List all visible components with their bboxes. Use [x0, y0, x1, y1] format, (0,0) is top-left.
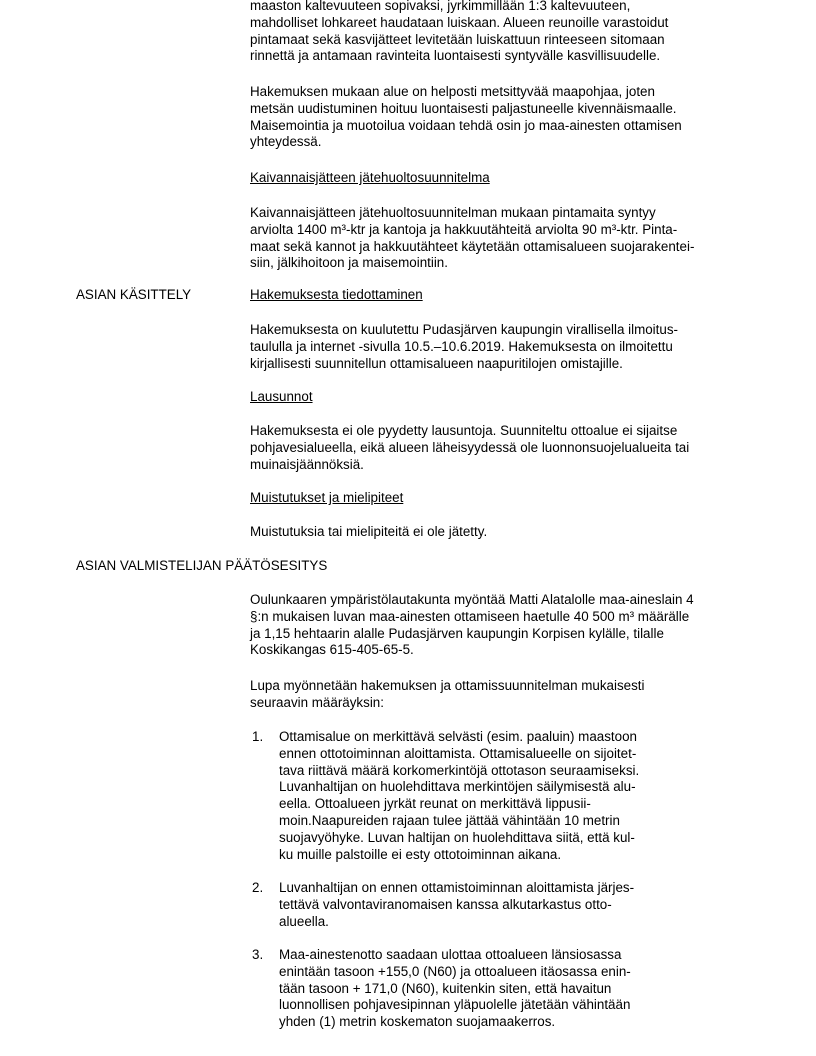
condition-number: 2. — [252, 880, 264, 895]
text-line: pintamaat sekä kasvijätteet levitetään luiskattuun rinteeseen sitomaan — [250, 31, 665, 47]
text-line: Hakemuksesta on kuulutettu Pudasjärven kaupungin virallisella ilmoitus- — [250, 322, 678, 337]
text-line: arviolta 1400 m³-ktr ja kantoja ja hakkuutähteitä arviolta 90 m³-ktr. Pinta- — [250, 221, 678, 237]
text-line: Luvanhaltijan on ennen ottamistoiminnan aloittamista järjes- — [279, 880, 635, 895]
notification-heading: Hakemuksesta tiedottaminen — [250, 287, 423, 302]
text-line: Ottamisalue on merkittävä selvästi (esim. paaluin) maastoon — [279, 729, 637, 744]
text-line: eella. Ottoalueen jyrkät reunat on merkittävä lippusii- — [279, 796, 591, 812]
text-line: §:n mukaisen luvan maa-ainesten ottamiseen haetulle 40 500 m³ määrälle — [250, 608, 690, 624]
condition-number: 1. — [252, 729, 264, 744]
condition-number: 3. — [252, 947, 264, 962]
text-line: luonnollisen pohjavesipinnan yläpuolelle jätetään vähintään — [279, 997, 631, 1013]
text-line: Hakemuksesta ei ole pyydetty lausuntoja. Suunniteltu ottoalue ei sijaitse — [250, 423, 678, 438]
text-line: Kaivannaisjätteen jätehuoltosuunnitelman mukaan pintamaita syntyy — [250, 205, 656, 220]
text-line: muinaisjäännöksiä. — [250, 456, 364, 472]
condition-item — [279, 947, 739, 1031]
conditions-intro — [250, 678, 750, 712]
text-line: Oulunkaaren ympäristölautakunta myöntää Matti Alatalolle maa-aineslain 4 — [250, 592, 694, 607]
text-line: maaston kaltevuuteen sopivaksi, jyrkimmillään 1:3 kaltevuuteen, — [250, 0, 631, 13]
text-line: tettävä valvontaviranomaisen kanssa alkutarkastus otto- — [279, 896, 612, 912]
text-line: moin.Naapureiden rajaan tulee jättää vähintään 10 metrin — [279, 812, 620, 828]
text-line: Maisemointia ja muotoilua voidaan tehdä osin jo maa-ainesten ottamisen — [250, 117, 682, 133]
text-line: yhteydessä. — [250, 134, 322, 150]
decision-paragraph — [250, 592, 750, 659]
text-line: rinnettä ja antamaan ravinteita luontaisesti syntyvälle kasvillisuudelle. — [250, 48, 661, 64]
text-line: metsän uudistuminen hoituu luontaisesti paljastuneelle kivennäismaalle. — [250, 100, 677, 116]
text-line: Maa-ainestenotto saadaan ulottaa ottoalueen länsiosassa — [279, 947, 622, 962]
text-line: suojavyöhyke. Luvan haltijan on huolehdittava siitä, että kul- — [279, 829, 635, 845]
waste-plan-paragraph — [250, 205, 750, 272]
text-line: seuraavin määräyksin: — [250, 694, 384, 710]
statements-heading: Lausunnot — [250, 389, 313, 404]
statements-paragraph — [250, 423, 750, 473]
forest-paragraph — [250, 84, 750, 151]
objections-paragraph — [250, 524, 750, 541]
objections-heading: Muistutukset ja mielipiteet — [250, 490, 404, 505]
processing-section-label: ASIAN KÄSITTELY — [76, 287, 192, 302]
text-line: pohjavesialueella, eikä alueen läheisyydessä ole luonnonsuojelualueita tai — [250, 439, 690, 455]
text-line: taululla ja internet -sivulla 10.5.–10.6.2019. Hakemuksesta on ilmoitettu — [250, 338, 673, 354]
text-line: yhden (1) metrin koskematon suojamaakerros. — [279, 1014, 556, 1030]
text-line: Lupa myönnetään hakemuksen ja ottamissuunnitelman mukaisesti — [250, 678, 645, 693]
text-line: alueella. — [279, 913, 329, 929]
text-line: ennen ottotoiminnan aloittamista. Ottamisalueelle on sijoitet- — [279, 745, 637, 761]
text-line: mahdolliset lohkareet haudataan luiskaan. Alueen reunoille varastoidut — [250, 14, 669, 30]
text-line: Hakemuksen mukaan alue on helposti metsittyvää maapohjaa, joten — [250, 84, 655, 99]
proposal-section-label: ASIAN VALMISTELIJAN PÄÄTÖSESITYS — [76, 558, 328, 573]
intro-paragraph — [250, 0, 750, 65]
text-line: maat sekä kannot ja hakkuutähteet käytetään ottamisalueen suojarakentei- — [250, 238, 695, 254]
condition-item — [279, 880, 739, 930]
text-line: tään tasoon + 171,0 (N60), kuitenkin siten, että havaitun — [279, 980, 612, 996]
text-line: ja 1,15 hehtaarin alalle Pudasjärven kaupungin Korpisen kylälle, tilalle — [250, 625, 664, 641]
text-line: ku muille palstoille ei esty ottotoiminnan aikana. — [279, 846, 562, 862]
condition-item — [279, 729, 739, 863]
text-line: enintään tasoon +155,0 (N60) ja ottoalueen itäosassa enin- — [279, 963, 631, 979]
text-line: Muistutuksia tai mielipiteitä ei ole jätetty. — [250, 524, 488, 539]
text-line: kirjallisesti suunnitellun ottamisalueen naapuritilojen omistajille. — [250, 355, 623, 371]
text-line: siin, jälkihoitoon ja maisemointiin. — [250, 255, 448, 271]
text-line: Koskikangas 615-405-65-5. — [250, 642, 414, 658]
notification-paragraph — [250, 322, 750, 372]
text-line: tava riittävä määrä korkomerkintöjä ottotason seuraamiseksi. — [279, 762, 640, 778]
text-line: Luvanhaltijan on huolehdittava merkintöjen säilymisestä alu- — [279, 779, 636, 795]
waste-plan-heading: Kaivannaisjätteen jätehuoltosuunnitelma — [250, 170, 490, 185]
